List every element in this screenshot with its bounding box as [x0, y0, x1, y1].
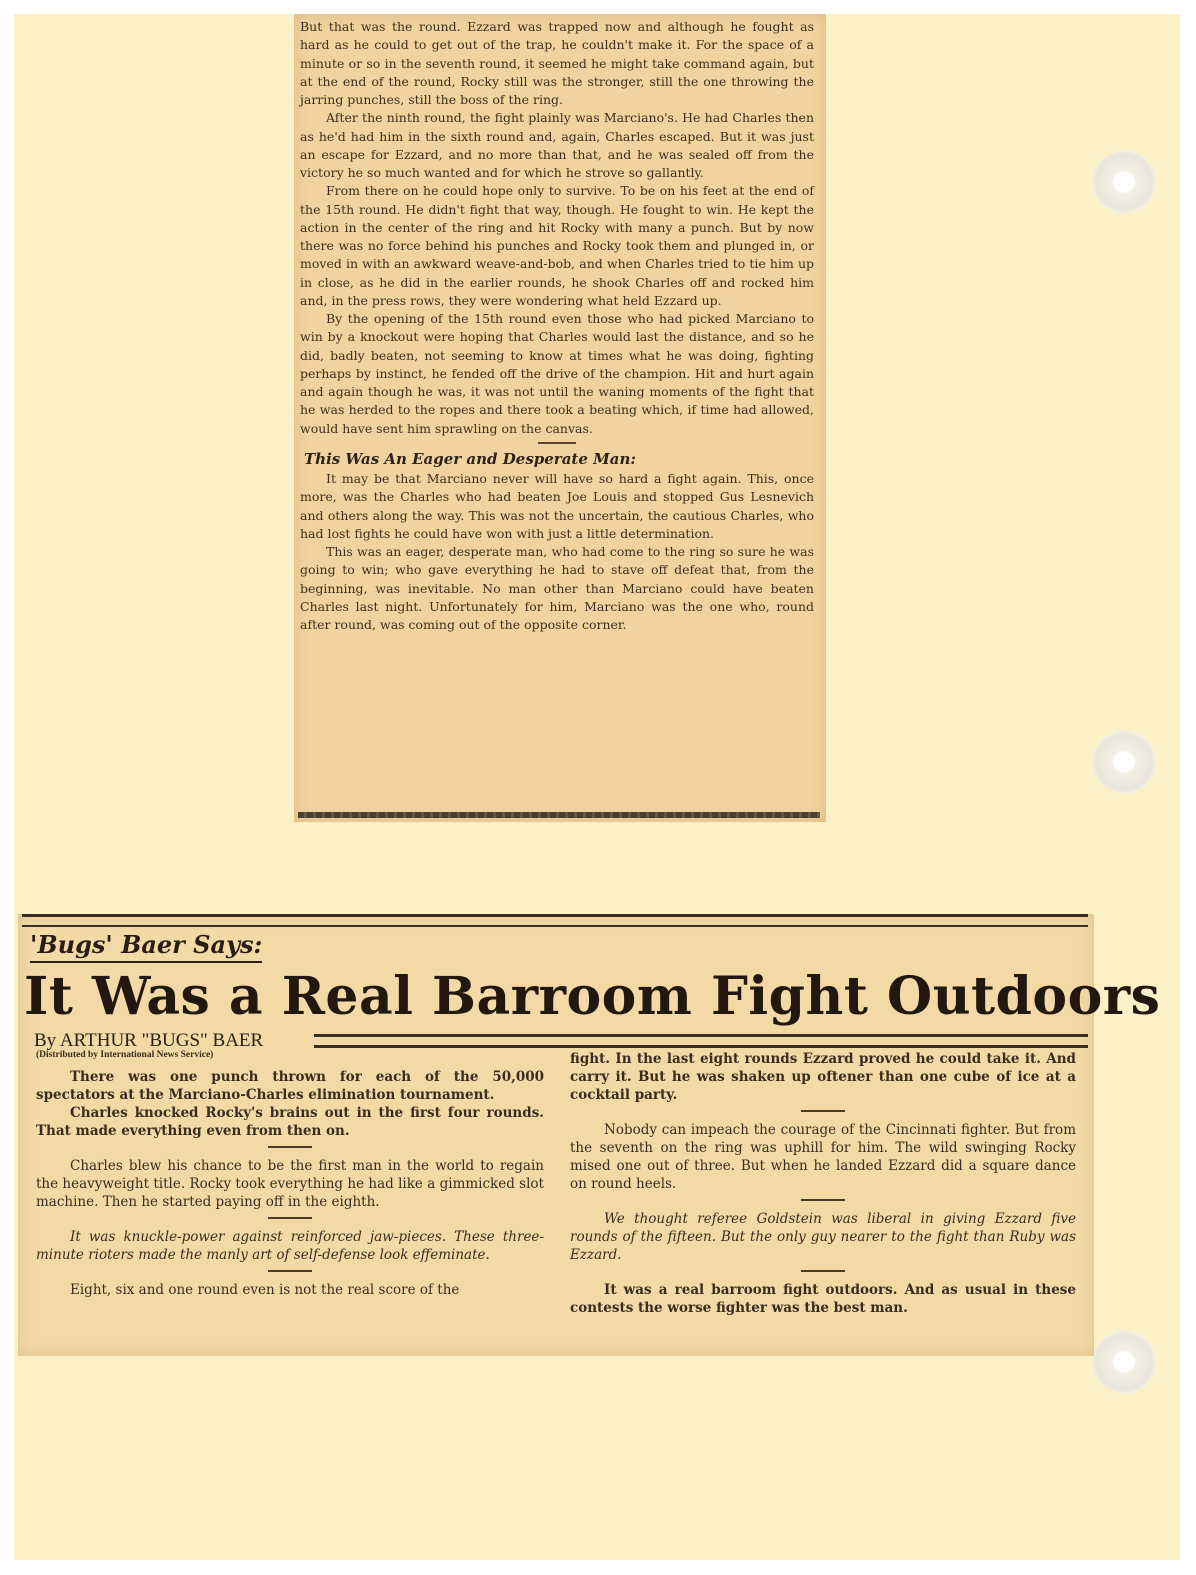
binder-hole: [1092, 730, 1156, 794]
article-paragraph: It was a real barroom fight outdoors. And as usual in these contests the worse fighter was the best man.: [570, 1282, 1076, 1316]
article-paragraph: From there on he could hope only to survive. To be on his feet at the end of the 15th round. He didn't fight that way, though. He fought to win. He kept the action in the center of the ring and hit Rocky with many a punch. But by now there was no force behind his punches and Rocky took them and plunged in, or moved in with an awkward weave-and-bob, and when Charles tried to tie him up in close, as he did in the earlier rounds, he shook Charles off and rocked him and, in the press rows, they were wondering what held Ezzard up.: [300, 183, 814, 308]
column-top-rule: [22, 914, 1088, 927]
article-paragraph: It was knuckle-power against reinforced jaw-pieces. These three-minute rioters made the manly art of self-defense look effeminate.: [36, 1229, 544, 1263]
article-paragraph: There was one punch thrown for each of the 50,000 spectators at the Marciano-Charles elimination tournament.: [36, 1069, 544, 1103]
section-divider: [801, 1110, 845, 1112]
article-paragraph: Nobody can impeach the courage of the Cincinnati fighter. But from the seventh on the ring was uphill for him. The wild swinging Rocky mised one out of three. But when he landed Ezzard did a square dance on round heels.: [570, 1122, 1076, 1192]
article-paragraph: After the ninth round, the fight plainly was Marciano's. He had Charles then as he'd had him in the sixth round and, again, Charles escaped. But it was just an escape for Ezzard, and no more than that, and he was sealed off from the victory he so much wanted and for which he strove so gallantly.: [300, 110, 814, 180]
section-divider: [801, 1270, 845, 1272]
article-paragraph: Charles knocked Rocky's brains out in the first four rounds. That made everything even from then on.: [36, 1105, 544, 1139]
article-paragraph: Charles blew his chance to be the first man in the world to regain the heavyweight title. Rocky took everything he had like a gimmicked slot machine. Then he started paying off in the eighth.: [36, 1158, 544, 1210]
section-divider: [801, 1199, 845, 1201]
binder-hole: [1092, 150, 1156, 214]
article-column-top: [300, 18, 814, 634]
article-paragraph: By the opening of the 15th round even those who had picked Marciano to win by a knockout were hoping that Charles would last the distance, and so he did, badly beaten, not seeming to know at times what he was doing, fighting perhaps by instinct, he fended off the drive of the champion. Hit and hurt again and again though he was, it was not until the waning moments of the fight that he was herded to the ropes and there took a beating which, if time had allowed, would have sent him sprawling on the canvas.: [300, 311, 814, 436]
section-divider: [268, 1217, 312, 1219]
byline-rule: [314, 1034, 1088, 1048]
section-divider: [268, 1270, 312, 1272]
article-paragraph: But that was the round. Ezzard was trapped now and although he fought as hard as he could to get out of the trap, he couldn't make it. For the space of a minute or so in the seventh round, it seemed he might take command again, but at the end of the round, Rocky still was the stronger, still the one throwing the jarring punches, still the boss of the ring.: [300, 19, 814, 107]
byline: By ARTHUR "BUGS" BAER: [34, 1030, 264, 1051]
article-paragraph: It may be that Marciano never will have so hard a fight again. This, once more, was the Charles who had beaten Joe Louis and stopped Gus Lesnevich and others along the way. This was not the uncertain, the cautious Charles, who had lost fights he could have won with just a little determination.: [300, 471, 814, 541]
distribution-credit: (Distributed by International News Service): [36, 1050, 214, 1060]
section-divider: [268, 1146, 312, 1148]
article-paragraph: fight. In the last eight rounds Ezzard proved he could take it. And carry it. But he was shaken up oftener than one cube of ice at a cocktail party.: [570, 1051, 1076, 1103]
clipping-bottom-rule: [298, 812, 820, 818]
section-divider: [538, 442, 576, 444]
article-subhead: This Was An Eager and Desperate Man:: [304, 449, 636, 468]
article-paragraph: This was an eager, desperate man, who had come to the ring so sure he was going to win; who gave everything he had to stave off defeat that, from the beginning, was inevitable. No man other than Marciano could have beaten Charles last night. Unfortunately for him, Marciano was the one who, round after round, was coming out of the opposite corner.: [300, 544, 814, 632]
article-paragraph: We thought referee Goldstein was liberal in giving Ezzard five rounds of the fifteen. But the only guy nearer to the fight than Ruby was Ezzard.: [570, 1211, 1076, 1263]
column-kicker: 'Bugs' Baer Says:: [30, 930, 262, 963]
headline: It Was a Real Barroom Fight Outdoors: [24, 966, 1161, 1027]
article-paragraph: Eight, six and one round even is not the real score of the: [70, 1282, 460, 1298]
article-column-right: [570, 1050, 1076, 1317]
binder-hole: [1092, 1330, 1156, 1394]
article-column-left: [36, 1068, 544, 1299]
